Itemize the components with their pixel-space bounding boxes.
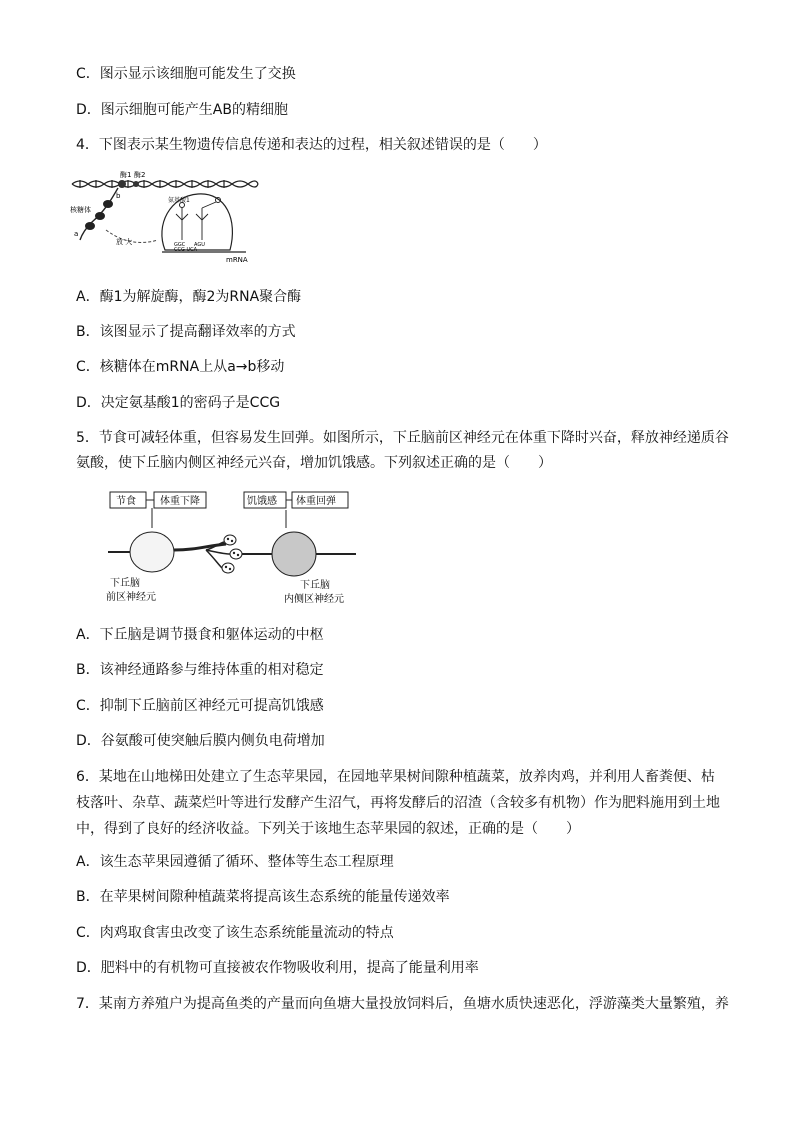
q5-stem-line1: 5．节食可减轻体重，但容易发生回弹。如图所示，下丘脑前区神经元在体重下降时兴奋，释放神经递质谷 [76, 430, 729, 446]
dna-helix [72, 180, 258, 188]
box2-text: 体重下降 [160, 496, 200, 507]
codons-label: CCG UCA [174, 247, 198, 253]
enzyme1-mark [118, 180, 126, 188]
neuron1-label-line1: 下丘脑 [110, 578, 140, 589]
label-a: a [74, 230, 79, 238]
ribosome-1 [103, 200, 113, 208]
neuron2-soma [272, 532, 316, 576]
q6-option-b: B．在苹果树间隙种植蔬菜将提高该生态系统的能量传递效率 [76, 889, 450, 905]
q5-option-d: D．谷氨酸可使突触后膜内侧负电荷增加 [76, 733, 325, 749]
q3-option-c: C．图示显示该细胞可能发生了交换 [76, 66, 296, 82]
ribosome-label: 核糖体 [70, 206, 91, 214]
q5-option-c: C．抑制下丘脑前区神经元可提高饥饿感 [76, 698, 324, 714]
amino-acid1-label: 氨基酸1 [168, 197, 190, 204]
q5-option-a: A．下丘脑是调节摄食和躯体运动的中枢 [76, 627, 324, 643]
anticodon2-label: AGU [194, 242, 205, 248]
enzyme2-label: 酶2 [134, 171, 146, 179]
enzyme2-mark [133, 181, 139, 187]
label-b: b [116, 192, 121, 200]
amplify-label: 放 大 [116, 238, 133, 246]
q5-neural-pathway-figure [106, 488, 360, 608]
box1-text: 节食 [116, 496, 136, 507]
q6-option-a: A．该生态苹果园遵循了循环、整体等生态工程原理 [76, 854, 394, 870]
q6-stem: 6．某地在山地梯田处建立了生态苹果园，在园地苹果树间隙种植蔬菜，放养肉鸡，并利用人畜粪便、枯枝落叶、杂草、蔬菜烂叶等进行发酵产生沼气，再将发酵后的沼渣（含较多有机物）作为肥料施用到土地中，得到了良好的经济收益。下列关于该地生态苹果园的叙述，正确的是（ ） [76, 769, 720, 837]
q4-option-a: A．酶1为解旋酶，酶2为RNA聚合酶 [76, 289, 302, 305]
q4-option-c: C．核糖体在mRNA上从a→b移动 [76, 359, 285, 375]
mrna-label: mRNA [226, 256, 248, 264]
q7-stem-line1: 7．某南方养殖户为提高鱼类的产量而向鱼塘大量投放饲料后，鱼塘水质快速恶化，浮游藻类大量繁殖，养 [76, 996, 729, 1012]
q4-option-d: D．决定氨基酸1的密码子是CCG [76, 395, 281, 411]
q6-option-c: C．肉鸡取食害虫改变了该生态系统能量流动的特点 [76, 925, 394, 941]
q4-transcription-translation-figure [70, 170, 260, 266]
enzyme1-label: 酶1 [120, 171, 132, 179]
q5-option-b: B．该神经通路参与维持体重的相对稳定 [76, 662, 324, 678]
neuron1-soma [130, 532, 174, 572]
q4-option-b: B．该图显示了提高翻译效率的方式 [76, 324, 296, 340]
q4-stem: 4．下图表示某生物遗传信息传递和表达的过程，相关叙述错误的是（ ） [76, 137, 547, 153]
q3-option-d: D．图示细胞可能产生AB的精细胞 [76, 102, 288, 118]
anticodon1-label: GGC [174, 242, 186, 248]
box4-text: 体重回弹 [296, 496, 336, 507]
ribosome-2 [95, 212, 105, 220]
neuron2-label-line2: 内侧区神经元 [284, 594, 344, 605]
neuron2-label-line1: 下丘脑 [300, 580, 330, 591]
box3-text: 饥饿感 [247, 496, 277, 507]
neuron1-label-line2: 前区神经元 [106, 592, 156, 603]
q6-option-d: D．肥料中的有机物可直接被农作物吸收利用，提高了能量利用率 [76, 960, 479, 976]
ribosome-3 [85, 222, 95, 230]
q5-stem-line2: 氨酸，使下丘脑内侧区神经元兴奋，增加饥饿感。下列叙述正确的是（ ） [76, 455, 552, 471]
